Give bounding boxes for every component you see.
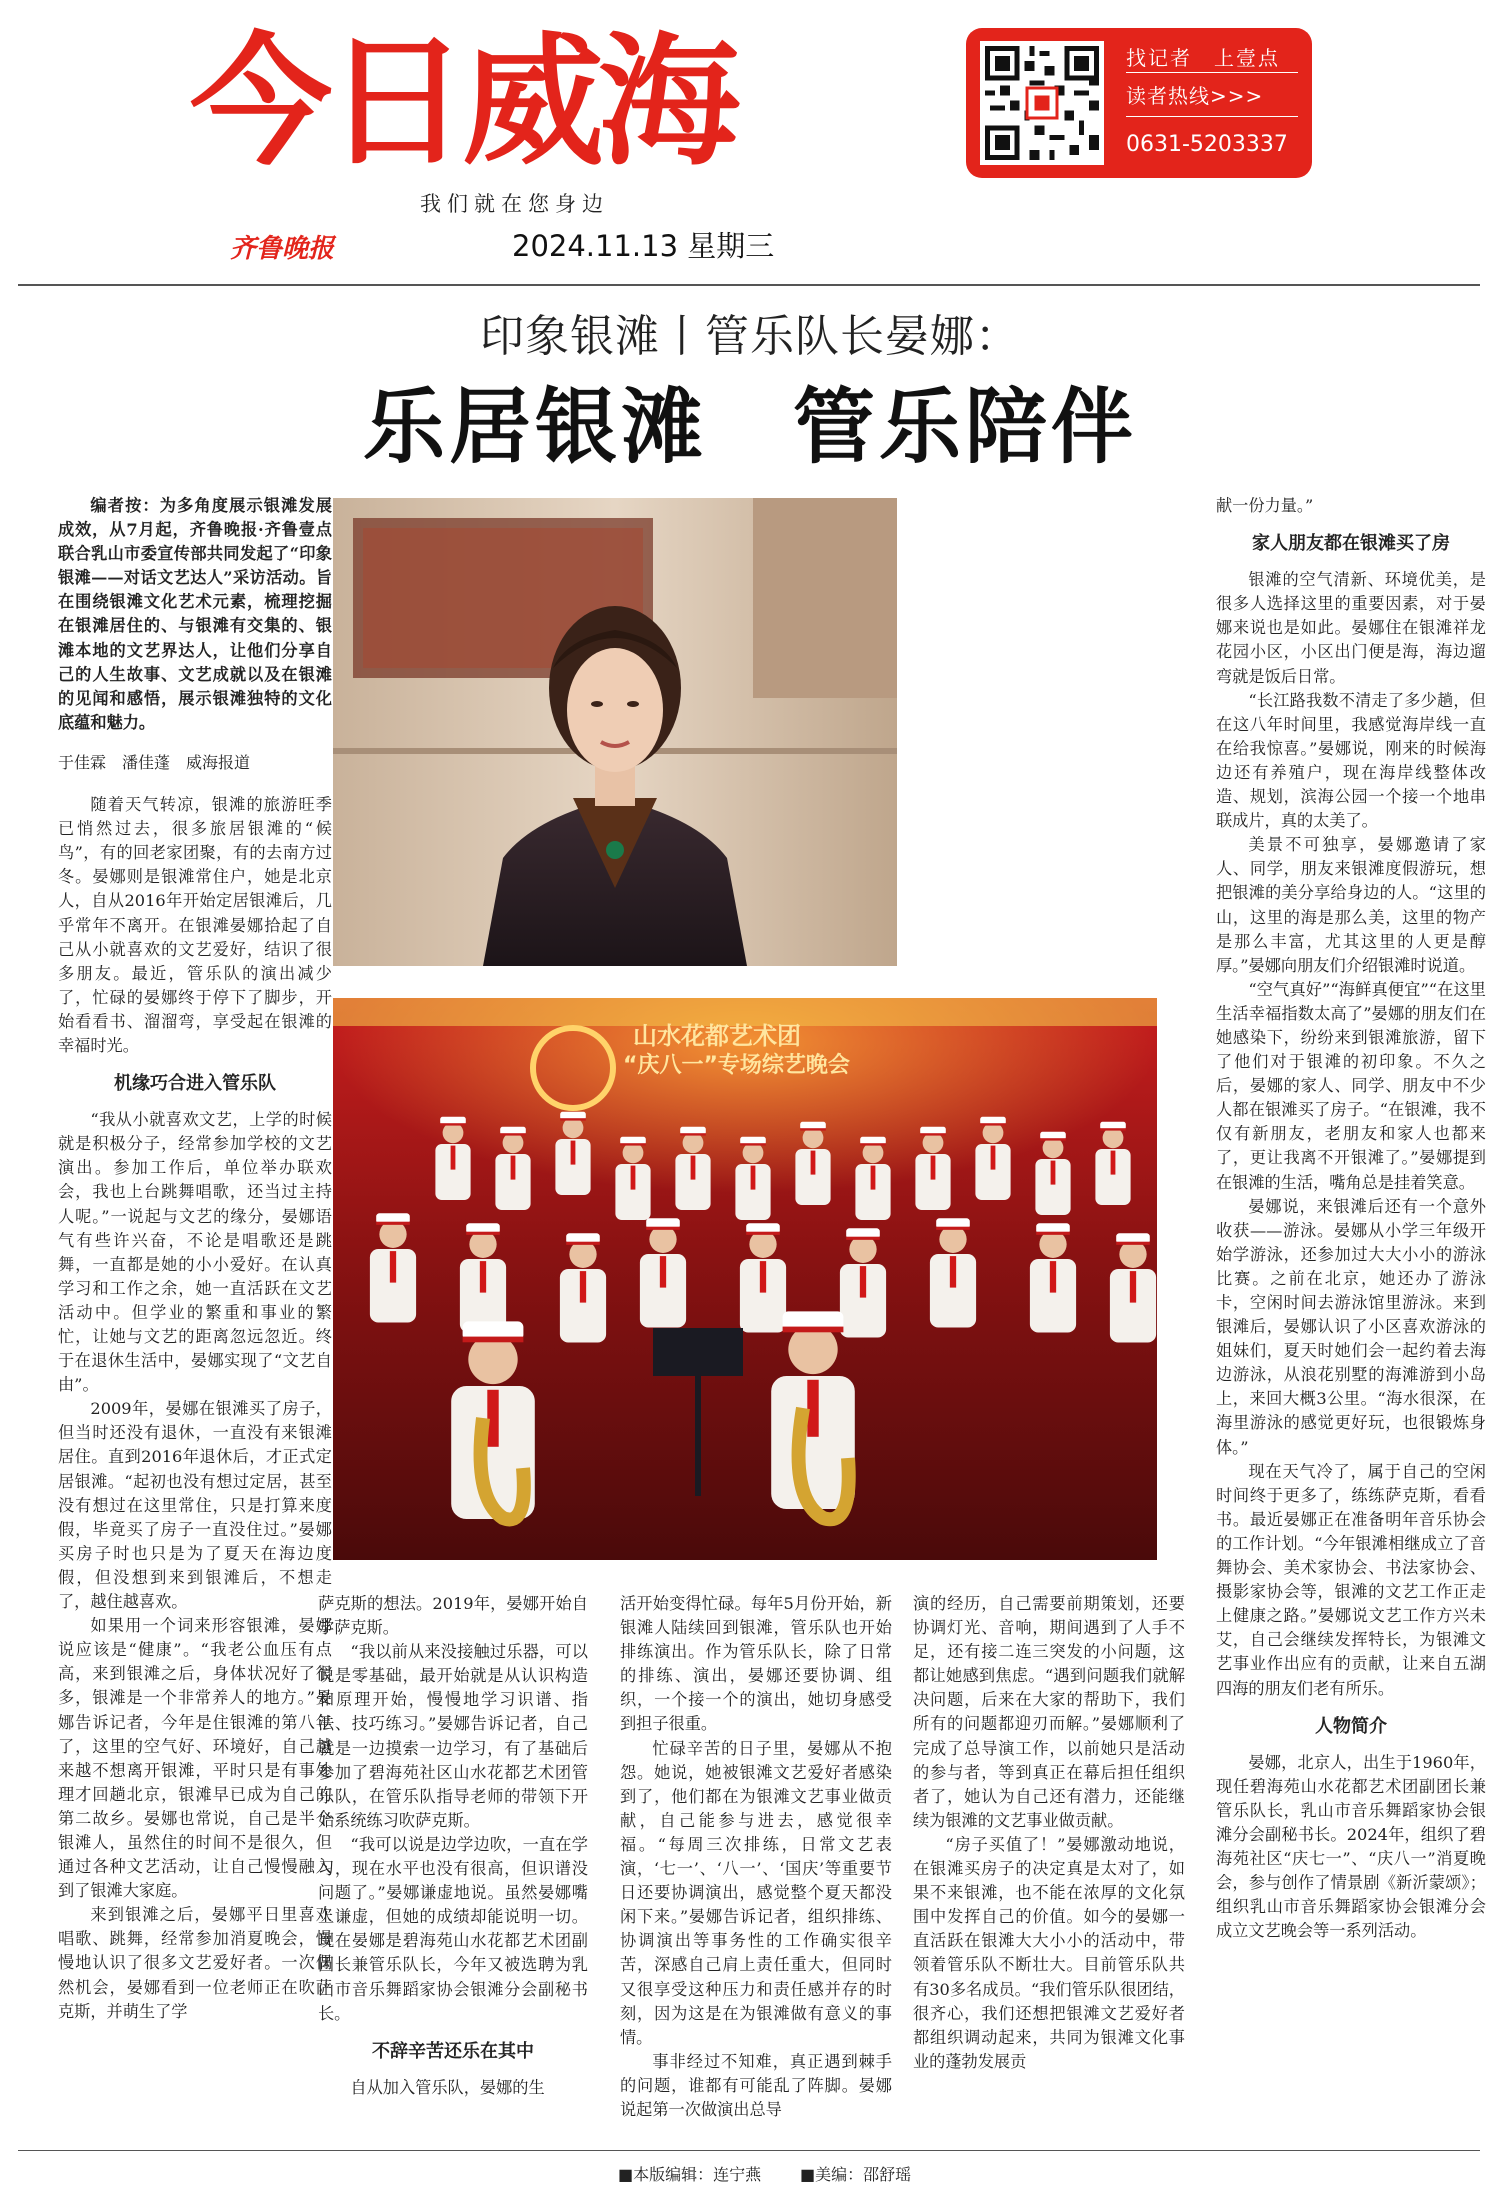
paragraph: 活开始变得忙碌。每年5月份开始，新银滩人陆续回到银滩，管乐队也开始排练演出。作为管乐队长，除了日常的排练、演出，晏娜还要协调、组织，一个接一个的演出，她切身感受到担子很重。 [620,1594,892,1734]
article-column-left [58,494,332,2024]
paragraph: “空气真好”“海鲜真便宜”“在这里生活幸福指数太高了”晏娜的朋友们在她感染下，纷纷来到银滩旅游，留下了他们对于银滩的初印象。不久之后，晏娜的家人、同学、朋友中不少人都在银滩买了房子。“在银滩，我不仅有新朋友，老朋友和家人也都来了，更让我离不开银滩了。”晏娜提到在银滩的生活，嘴角总是挂着笑意。 [1216,979,1486,1192]
stage-banner-subtitle: “庆八一”专场综艺晚会 [623,1053,850,1078]
article-column-right [1216,494,1486,1943]
contact-hotline-label: 读者热线>>> [1126,84,1264,108]
paragraph: 事非经过不知难，真正遇到棘手的问题，谁都有可能乱了阵脚。晏娜说起第一次做演出总导 [620,2051,892,2119]
paragraph: 如果用一个词来形容银滩，晏娜说应该是“健康”。“我老公血压有点高，来到银滩之后，身体状况好了很多，银滩是一个非常养人的地方。”晏娜告诉记者，今年是住银滩的第八年了，这里的空气好、环境好，自己越来越不想离开银滩，平时只是有事处理才回趟北京，银滩早已成为自己的第二故乡。晏娜也常说，自己是半个银滩人，虽然住的时间不是很久，但通过各种文艺活动，让自己慢慢融入到了银滩大家庭。 [58,1616,332,1901]
paragraph: “我从小就喜欢文艺，上学的时候就是积极分子，经常参加学校的文艺演出。参加工作后，单位举办联欢会，我也上台跳舞唱歌，还当过主持人呢。”一说起与文艺的缘分，晏娜语气有些许兴奋，不论是唱歌还是跳舞，一直都是她的小小爱好。在认真学习和工作之余，她一直活跃在文艺活动中。但学业的繁重和事业的繁忙，让她与文艺的距离忽远忽近。终于在退休生活中，晏娜实现了“文艺自由”。 [58,1110,332,1395]
paragraph: 自从加入管乐队，晏娜的生 [350,2077,545,2097]
paragraph: 随着天气转凉，银滩的旅游旺季已悄然过去，很多旅居银滩的“候鸟”，有的回老家团聚，有的去南方过冬。晏娜则是银滩常住户，她是北京人，自从2016年开始定居银滩后，几乎常年不离开。在银滩晏娜拾起了自己从小就喜欢的文艺爱好，结识了很多朋友。最近，管乐队的演出减少了，忙碌的晏娜终于停下了脚步，开始看看书、溜溜弯，享受起在银滩的幸福时光。 [58,795,332,1055]
paragraph: “长江路我数不清走了多少趟，但在这八年时间里，我感觉海岸线一直在给我惊喜。”晏娜说，刚来的时候海边还有养殖户，现在海岸线整体改造、规划，滨海公园一个接一个地串联成片，真的太美了。 [1216,690,1486,831]
article-kicker: 印象银滩丨管乐队长晏娜： [480,311,1020,362]
article-column-middle-2 [620,1592,892,2122]
masthead-title: 今日威海 [190,20,734,185]
masthead-rule [18,284,1480,286]
subheading: 机缘巧合进入管乐队 [114,1073,276,1095]
masthead-slogan: 我们就在您身边 [420,192,609,216]
article-column-middle-1 [318,1592,588,2100]
paragraph: 忙碌辛苦的日子里，晏娜从不抱怨。她说，她被银滩文艺爱好者感染到了，他们都在为银滩文艺事业做贡献，自己能参与进去，感觉很幸福。“每周三次排练，日常文艺表演，‘七一’、‘八一’、‘国庆’等重要节日还要协调演出，感觉整个夏天都没闲下来。”晏娜告诉记者，组织排练、协调演出等事务性的工作确实很辛苦，深感自己肩上责任重大，但同时又很享受这种压力和责任感并存的时刻，因为这是在为银滩做有意义的事情。 [620,1738,892,2047]
bio-paragraph: 晏娜，北京人，出生于1960年，现任碧海苑山水花都艺术团副团长兼管乐队长，乳山市音乐舞蹈家协会银滩分会副秘书长。2024年，组织了碧海苑社区“庆七一”、“庆八一”消夏晚会，参与创作了情景剧《新沂蒙颂》；组织乳山市音乐舞蹈家协会银滩分会成立文艺晚会等一系列活动。 [1216,1752,1486,1941]
paragraph: 美景不可独享，晏娜邀请了家人、同学，朋友来银滩度假游玩，想把银滩的美分享给身边的人。“这里的山，这里的海是那么美，这里的物产是那么丰富，尤其这里的人更是醇厚。”晏娜向朋友们介绍银滩时说道。 [1216,835,1486,975]
paragraph: 献一份力量。” [1216,496,1314,515]
article-column-middle-3 [913,1592,1185,2074]
contact-divider [1126,72,1298,73]
stage-banner-title: 山水花都艺术团 [633,1022,801,1050]
paragraph: “房子买值了！”晏娜激动地说，在银滩买房子的决定真是太对了，如果不来银滩，也不能在浓厚的文化氛围中发挥自己的价值。如今的晏娜一直活跃在银滩大大小小的活动中，带领着管乐队不断壮大。目前管乐队共有30多名成员。“我们管乐队很团结，很齐心，我们还想把银滩文艺爱好者都组织调动起来，共同为银滩文化事业的蓬勃发展贡 [913,1834,1185,2071]
footer-editor: ■本版编辑：连宁燕 [618,2165,762,2184]
paragraph: 2009年，晏娜在银滩买了房子，但当时还没有退休，一直没有来银滩居住。直到2016年退休后，才正式定居银滩。“起初也没有想过定居，甚至没有想过在这里常住，只是打算来度假，毕竟买了房子一直没住过。”晏娜买房子时也只是为了夏天在海边度假，但没想到来到银滩后，不想走了，越住越喜欢。 [58,1399,332,1612]
portrait-photo [333,498,897,966]
paragraph: 银滩的空气清新、环境优美，是很多人选择这里的重要因素，对于晏娜来说也是如此。晏娜住在银滩祥龙花园小区，小区出门便是海，海边遛弯就是饭后日常。 [1216,570,1486,686]
article-headline: 乐居银滩 管乐陪伴 [362,379,1137,475]
byline: 于佳霖 潘佳蓬 威海报道 [58,752,251,772]
paragraph: 演的经历，自己需要前期策划，还要协调灯光、音响，期间遇到了人手不足，还有接二连三突发的小问题，这都让她感到焦虑。“遇到问题我们就解决问题，后来在大家的帮助下，我们所有的问题都迎刃而解。”晏娜顺利了完成了总导演工作，以前她只是活动的参与者，等到真正在幕后担任组织者了，她认为自己还有潜力，还能继续为银滩的文艺事业做贡献。 [913,1594,1185,1830]
footer-rule [18,2150,1480,2151]
contact-box [966,28,1312,178]
paragraph: 晏娜说，来银滩后还有一个意外收获——游泳。晏娜从小学三年级开始学游泳，还参加过大大小小的游泳比赛。之前在北京，她还办了游泳卡，空闲时间去游泳馆里游泳。来到银滩后，晏娜认识了小区喜欢游泳的姐妹们，夏天时她们会一起约着去海边游泳，从浪花别墅的海滩游到小岛上，来回大概3公里。“海水很深，在海里游泳的感觉更好玩，也很锻炼身体。” [1216,1196,1486,1457]
subheading: 人物简介 [1315,1715,1387,1737]
subheading: 不辞辛苦还乐在其中 [372,2040,534,2062]
paragraph: 萨克斯的想法。2019年，晏娜开始自学萨克斯。 [318,1594,588,1638]
issue-date: 2024.11.13 星期三 [512,229,775,263]
paragraph: “我以前从来没接触过乐器，可以说是零基础，最开始就是从认识构造和原理开始，慢慢地学习识谱、指法、技巧练习。”晏娜告诉记者，自己就是一边摸索一边学习，有了基础后参加了碧海苑社区山水花都艺术团管乐队，在管乐队指导老师的带领下开始系统练习吹萨克斯。 [318,1642,588,1830]
paragraph: 来到银滩之后，晏娜平日里喜欢唱歌、跳舞，经常参加消夏晚会，慢慢地认识了很多文艺爱好者。一次偶然机会，晏娜看到一位老师正在吹萨克斯，并萌生了学 [58,1905,332,2021]
qr-code-icon[interactable] [980,41,1104,165]
editor-note: 编者按：为多角度展示银滩发展成效，从7月起，齐鲁晚报·齐鲁壹点联合乳山市委宣传部共同发起了“印象银滩——对话文艺达人”采访活动。旨在围绕银滩文化艺术元素，梳理挖掘在银滩居住的、与银滩有交集的、银滩本地的文艺界达人，让他们分享自己的人生故事、文艺成就以及在银滩的见闻和感悟，展示银滩独特的文化底蕴和魅力。 [58,496,332,732]
paragraph: “我可以说是边学边吹，一直在学习，现在水平也没有很高，但识谱没问题了。”晏娜谦虚地说。虽然晏娜嘴上谦虚，但她的成绩却能说明一切。现在晏娜是碧海苑山水花都艺术团副团长兼管乐队长，今年又被选聘为乳山市音乐舞蹈家协会银滩分会副秘书长。 [318,1834,588,2023]
subheading: 家人朋友都在银滩买了房 [1252,533,1450,555]
contact-phone[interactable]: 0631-5203337 [1126,132,1288,157]
paragraph: 现在天气冷了，属于自己的空闲时间终于更多了，练练萨克斯，看看书。最近晏娜正在准备明年音乐协会的工作计划。“今年银滩相继成立了音舞协会、美术家协会、书法家协会、摄影家协会等，银滩的文艺工作正走上健康之路。”晏娜说文艺工作方兴未艾，自己会继续发挥特长，为银滩文艺事业作出应有的贡献，让来自五湖四海的朋友们老有所乐。 [1216,1461,1486,1698]
footer-art-editor: ■美编：邵舒瑶 [800,2165,912,2184]
band-performance-photo [333,998,1157,1560]
contact-reporter-label: 找记者 上壹点 [1126,46,1280,70]
contact-divider [1126,116,1298,117]
brand-logo: 齐鲁晚报 [230,234,335,264]
